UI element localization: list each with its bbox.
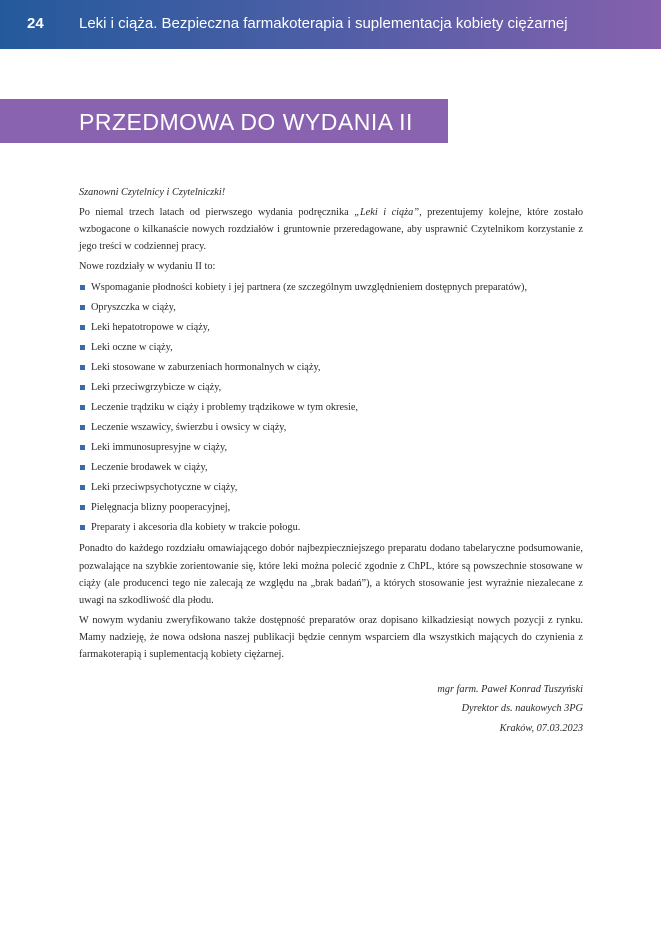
square-bullet-icon [80,305,85,310]
square-bullet-icon [80,345,85,350]
new-chapters-list [79,278,583,538]
list-item [79,378,583,398]
list-item-text: Leki przeciwgrzybicze w ciąży, [91,382,222,394]
list-item [79,498,583,518]
list-item-text: Leczenie wszawicy, świerzbu i owsicy w ciąży, [91,422,287,434]
list-item [79,278,583,298]
list-item-text: Preparaty i akcesoria dla kobiety w trakcie połogu. [91,522,301,534]
availability-paragraph: W nowym wydaniu zweryfikowano także dostępność preparatów oraz dopisano kilkadziesiąt nowych pozycji z rynku. Mamy nadzieję, że nowa odsłona naszej publikacji będzie cennym wsparciem dla wszystkich mających do czynienia z farmakoterapią i suplementacją kobiety ciężarnej. [79,615,583,661]
author-role: Dyrektor ds. naukowych 3PG [461,703,583,715]
list-item-text: Opryszczka w ciąży, [91,302,176,314]
intro-text-end: , prezentujemy kolejne, które zostało wzbogacone o kilkanaście nowych rozdziałów i gruntownie przeredagowane, aby usprawnić Czytelnikom korzystanie z jego treści w codziennej pracy. [79,207,583,253]
section-banner [0,99,448,143]
signature-block [79,680,583,739]
list-item-text: Leczenie trądziku w ciąży i problemy trądzikowe w tym okresie, [91,402,359,414]
list-item [79,318,583,338]
list-item [79,298,583,318]
new-chapters-lead: Nowe rozdziały w wydaniu II to: [79,261,216,273]
intro-text-start: Po niemal trzech latach od pierwszego wydania podręcznika [79,207,355,218]
list-item-text: Leki hepatotropowe w ciąży, [91,322,210,334]
square-bullet-icon [80,465,85,470]
square-bullet-icon [80,385,85,390]
list-item [79,338,583,358]
square-bullet-icon [80,425,85,430]
square-bullet-icon [80,505,85,510]
author-name: mgr farm. Paweł Konrad Tuszyński [437,683,583,695]
list-item [79,478,583,498]
square-bullet-icon [80,365,85,370]
preface-body [79,184,583,738]
section-title: PRZEDMOWA DO WYDANIA II [79,109,413,135]
square-bullet-icon [80,285,85,290]
square-bullet-icon [80,525,85,530]
square-bullet-icon [80,405,85,410]
running-header [0,0,661,49]
summary-paragraph: Ponadto do każdego rozdziału omawiającego dobór najbezpieczniejszego preparatu dodano tabelaryczne podsumowanie, pozwalające na szybkie zorientowanie się, które leki można polecić zgodnie z ChPL, które są powszechnie stosowane w ciąży (ale producenci tego nie zalecają ze względu na „brak badań”), a których stosowanie jest wyraźnie niezalecane z uwagi na szkodliwość dla płodu. [79,543,583,607]
square-bullet-icon [80,485,85,490]
list-item-text: Pielęgnacja blizny pooperacyjnej, [91,502,231,514]
list-item-text: Wspomaganie płodności kobiety i jej partnera (ze szczególnym uwzględnieniem dostępnych preparatów), [91,282,528,294]
intro-paragraph [79,204,583,256]
list-item [79,458,583,478]
list-item [79,418,583,438]
place-date: Kraków, 07.03.2023 [499,722,583,734]
square-bullet-icon [80,445,85,450]
list-item-text: Leki stosowane w zaburzeniach hormonalnych w ciąży, [91,362,321,374]
list-item-text: Leki immunosupresyjne w ciąży, [91,442,228,454]
book-title: „Leki i ciąża” [354,207,420,218]
list-item [79,358,583,378]
running-title: Leki i ciąża. Bezpieczna farmakoterapia i suplementacja kobiety ciężarnej [79,15,568,32]
list-item-text: Leczenie brodawek w ciąży, [91,462,208,474]
list-item [79,518,583,538]
salutation: Szanowni Czytelnicy i Czytelniczki! [79,187,226,198]
list-item [79,438,583,458]
list-item-text: Leki przeciwpsychotyczne w ciąży, [91,482,238,494]
page-number: 24 [27,15,44,32]
list-item-text: Leki oczne w ciąży, [91,342,173,354]
square-bullet-icon [80,325,85,330]
list-item [79,398,583,418]
